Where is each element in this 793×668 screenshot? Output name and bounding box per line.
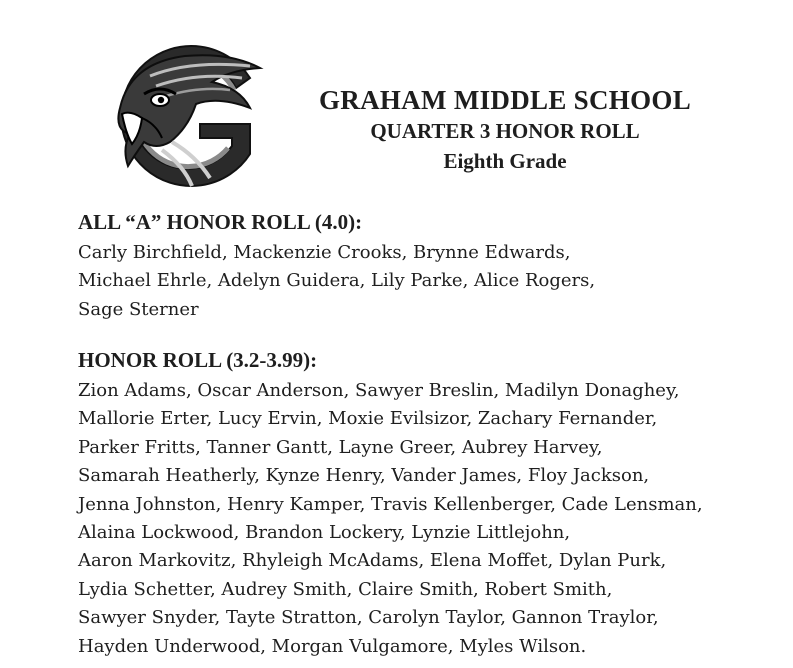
- all-a-names-line: Michael Ehrle, Adelyn Guidera, Lily Parke, Alice Rogers,: [78, 270, 596, 292]
- honor-names-line: Sawyer Snyder, Tayte Stratton, Carolyn Taylor, Gannon Traylor,: [78, 607, 659, 629]
- school-name: GRAHAM MIDDLE SCHOOL: [318, 85, 692, 115]
- all-a-names-line: Carly Birchfield, Mackenzie Crooks, Brynne Edwards,: [78, 242, 571, 263]
- honor-roll-term: QUARTER 3 HONOR ROLL: [370, 119, 640, 143]
- honor-names-line: Parker Fritts, Tanner Gantt, Layne Greer, Aubrey Harvey,: [78, 436, 603, 458]
- document-header: [300, 84, 710, 176]
- all-a-names-line: Sage Sterner: [78, 298, 199, 320]
- honor-names-line: Jenna Johnston, Henry Kamper, Travis Kellenberger, Cade Lensman,: [78, 493, 703, 515]
- graham-hawk-g-logo-icon: [100, 38, 272, 194]
- honor-names-line: Samarah Heatherly, Kynze Henry, Vander James, Floy Jackson,: [78, 465, 650, 487]
- all-a-heading: ALL “A” HONOR ROLL (4.0):: [78, 210, 363, 234]
- honor-names-line: Lydia Schetter, Audrey Smith, Claire Smith, Robert Smith,: [78, 578, 613, 600]
- honor-names-line: Alaina Lockwood, Brandon Lockery, Lynzie Littlejohn,: [78, 522, 571, 544]
- grade-level: Eighth Grade: [443, 149, 567, 173]
- honor-roll-heading: HONOR ROLL (3.2-3.99):: [78, 348, 318, 372]
- honor-names-line: Zion Adams, Oscar Anderson, Sawyer Breslin, Madilyn Donaghey,: [78, 380, 680, 401]
- honor-names-line: Mallorie Erter, Lucy Ervin, Moxie Evilsizor, Zachary Fernander,: [78, 408, 658, 430]
- honor-names-line: Aaron Markovitz, Rhyleigh McAdams, Elena Moffet, Dylan Purk,: [78, 550, 667, 572]
- all-a-honor-roll-section: [78, 208, 778, 324]
- honor-names-line: Hayden Underwood, Morgan Vulgamore, Myles Wilson.: [78, 635, 587, 657]
- honor-roll-section: [78, 346, 778, 661]
